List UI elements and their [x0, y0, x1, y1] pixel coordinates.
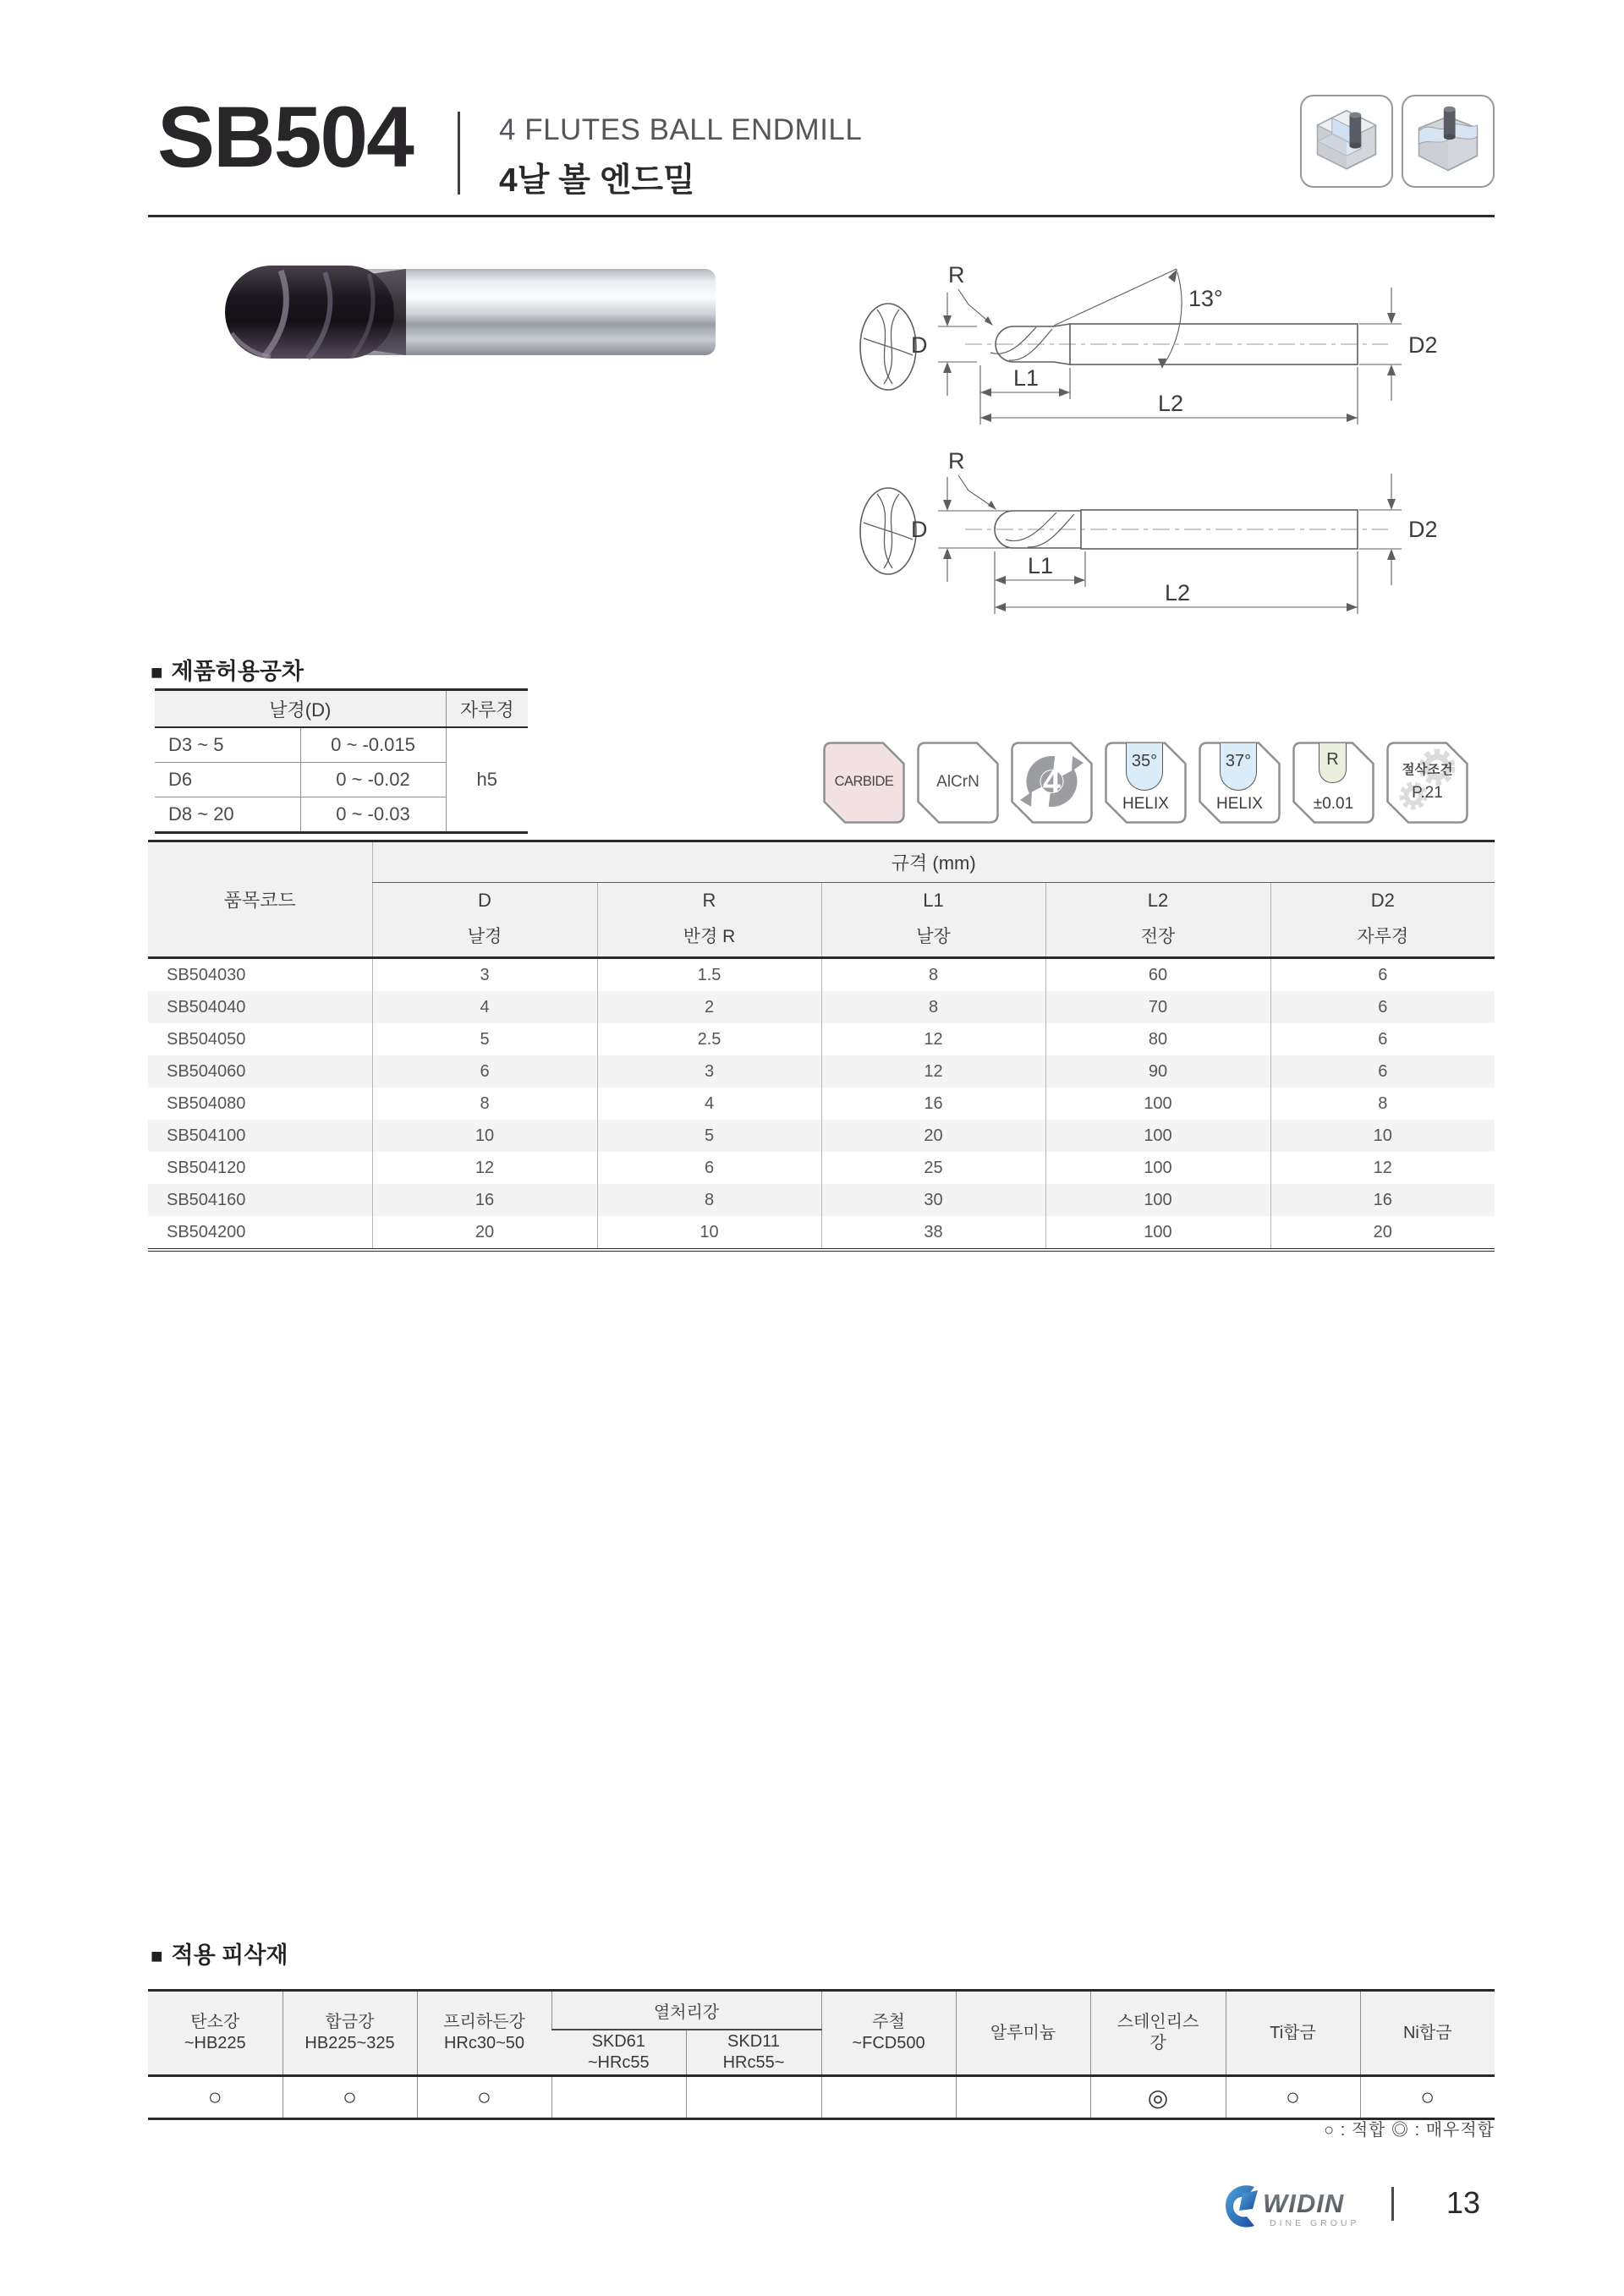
spec-col-code: 품목코드 — [148, 841, 372, 958]
table-row: D8 ~ 20 0 ~ -0.03 — [155, 797, 528, 833]
suitability-mark — [956, 2076, 1090, 2119]
badge-helix-37: 37° HELIX — [1199, 742, 1281, 824]
mat-col-ti-alloy: Ti합금 — [1226, 1991, 1360, 2076]
brand-subtitle: DINE GROUP — [1270, 2218, 1360, 2228]
badge-cutting-conditions: 절삭조건 P.21 — [1386, 742, 1468, 824]
table-row: SB504100 10 5 20 100 10 — [148, 1120, 1495, 1152]
mat-col-prehardened-steel: 프리하든강 HRc30~50 — [417, 1991, 551, 2076]
section-bullet: ■ — [151, 1945, 163, 1968]
spec-col-group: 규격 (mm) — [372, 841, 1495, 883]
page-title: SB504 — [157, 89, 413, 185]
tolerance-table — [155, 688, 528, 834]
table-row: SB504030 3 1.5 8 60 6 — [148, 958, 1495, 992]
product-photo — [193, 250, 727, 375]
dim-label-d: D — [911, 517, 928, 542]
table-row: D6 0 ~ -0.02 — [155, 763, 528, 797]
suitability-mark — [551, 2076, 686, 2119]
spec-table: 품목코드 규격 (mm) D R L1 L2 D2 날경 반경 R 날장 전장 자루경 SB504030 3 1.5 8 60 6 SB504040 4 2 8 70 6 SB504050 5 2.5 12 80 6 SB504060 6 3 12 90 6 SB504080 8 4 16 100 8 SB504100 10 5 20 100 10 SB504120 12 6 25 100 12 SB504160 16 8 30 100 16 SB504200 20 10 38 100 20 — [148, 840, 1495, 1252]
badge-helix-35: 35° HELIX — [1105, 742, 1187, 824]
dim-label-d2: D2 — [1408, 332, 1438, 358]
shank-tolerance-value: h5 — [446, 727, 528, 833]
suitability-mark: ○ — [1226, 2076, 1360, 2119]
mat-col-stainless: 스테인리스 강 — [1090, 1991, 1226, 2076]
mat-col-skd11: SKD11 HRc55~ — [686, 2030, 821, 2076]
brand-logo — [1221, 2180, 1390, 2233]
square-pocket-milling-icon — [1300, 95, 1393, 188]
badge-flutes: 4 — [1011, 742, 1093, 824]
dim-label-d2: D2 — [1408, 517, 1438, 542]
dim-label-l2: L2 — [1165, 580, 1191, 606]
suitability-mark: ○ — [417, 2076, 551, 2119]
tolerance-col-shank: 자루경 — [446, 690, 528, 728]
table-row: D3 ~ 5 0 ~ -0.015 h5 — [155, 727, 528, 763]
table-row: SB504200 20 10 38 100 20 — [148, 1216, 1495, 1250]
dim-label-r: R — [948, 262, 965, 288]
tech-drawing-straight — [840, 428, 1512, 629]
badge-carbide: CARBIDE — [823, 742, 905, 824]
mat-col-cast-iron: 주철 ~FCD500 — [821, 1991, 956, 2076]
tolerance-section-title: ■ 제품허용공차 — [151, 659, 304, 684]
mat-col-heat-treated-group: 열처리강 — [551, 1991, 821, 2030]
dim-label-l2: L2 — [1158, 391, 1184, 416]
mat-col-ni-alloy: Ni합금 — [1360, 1991, 1495, 2076]
table-row: SB504160 16 8 30 100 16 — [148, 1184, 1495, 1216]
materials-section-title: ■ 적용 피삭재 — [151, 1943, 288, 1968]
brand-mark-icon — [1226, 2185, 1258, 2227]
materials-table — [148, 1989, 1495, 2120]
tolerance-col-blade: 날경(D) — [155, 690, 446, 728]
table-row: SB504120 12 6 25 100 12 — [148, 1152, 1495, 1184]
table-row: SB504050 5 2.5 12 80 6 — [148, 1023, 1495, 1055]
helix-angle-shape: 37° — [1220, 743, 1257, 791]
dim-label-l1: L1 — [1013, 365, 1040, 391]
table-row — [148, 2076, 1495, 2119]
suitability-mark: ◎ — [1090, 2076, 1226, 2119]
brand-name: WIDIN — [1263, 2189, 1345, 2218]
suitability-mark: ○ — [1360, 2076, 1495, 2119]
product-title-kr: 4날 볼 엔드밀 — [499, 162, 695, 199]
dim-label-l1: L1 — [1028, 553, 1054, 578]
section-bullet: ■ — [151, 661, 163, 684]
suitability-legend: ○ : 적합 ◎ : 매우적합 — [1324, 2121, 1495, 2140]
table-row: SB504040 4 2 8 70 6 — [148, 991, 1495, 1023]
table-row: SB504060 6 3 12 90 6 — [148, 1055, 1495, 1088]
mat-col-aluminum: 알루미늄 — [956, 1991, 1090, 2076]
suitability-mark: ○ — [207, 2084, 222, 2110]
suitability-mark — [821, 2076, 956, 2119]
helix-angle-shape: 35° — [1126, 743, 1163, 791]
footer-divider — [1391, 2187, 1394, 2221]
runout-r-shape: R — [1319, 743, 1347, 783]
header-divider — [458, 112, 460, 195]
dim-label-angle: 13° — [1188, 286, 1223, 311]
header-rule — [148, 215, 1495, 217]
suitability-mark — [686, 2076, 821, 2119]
contour-milling-icon — [1402, 95, 1495, 188]
badge-coating: AlCrN — [917, 742, 999, 824]
mat-col-carbon-steel: 탄소강 ~HB225 — [148, 1991, 283, 2076]
mat-col-skd61: SKD61 ~HRc55 — [551, 2030, 686, 2076]
dim-label-r: R — [948, 448, 965, 474]
page-number: 13 — [1446, 2185, 1481, 2220]
feature-badges — [823, 742, 1468, 824]
product-title-en: 4 FLUTES BALL ENDMILL — [499, 113, 863, 146]
suitability-mark: ○ — [283, 2076, 417, 2119]
dim-label-d: D — [911, 332, 928, 358]
table-row: SB504080 8 4 16 100 8 — [148, 1088, 1495, 1120]
badge-runout: R ±0.01 — [1292, 742, 1374, 824]
mat-col-alloy-steel: 합금강 HB225~325 — [283, 1991, 417, 2076]
tech-drawing-taper — [840, 238, 1512, 431]
